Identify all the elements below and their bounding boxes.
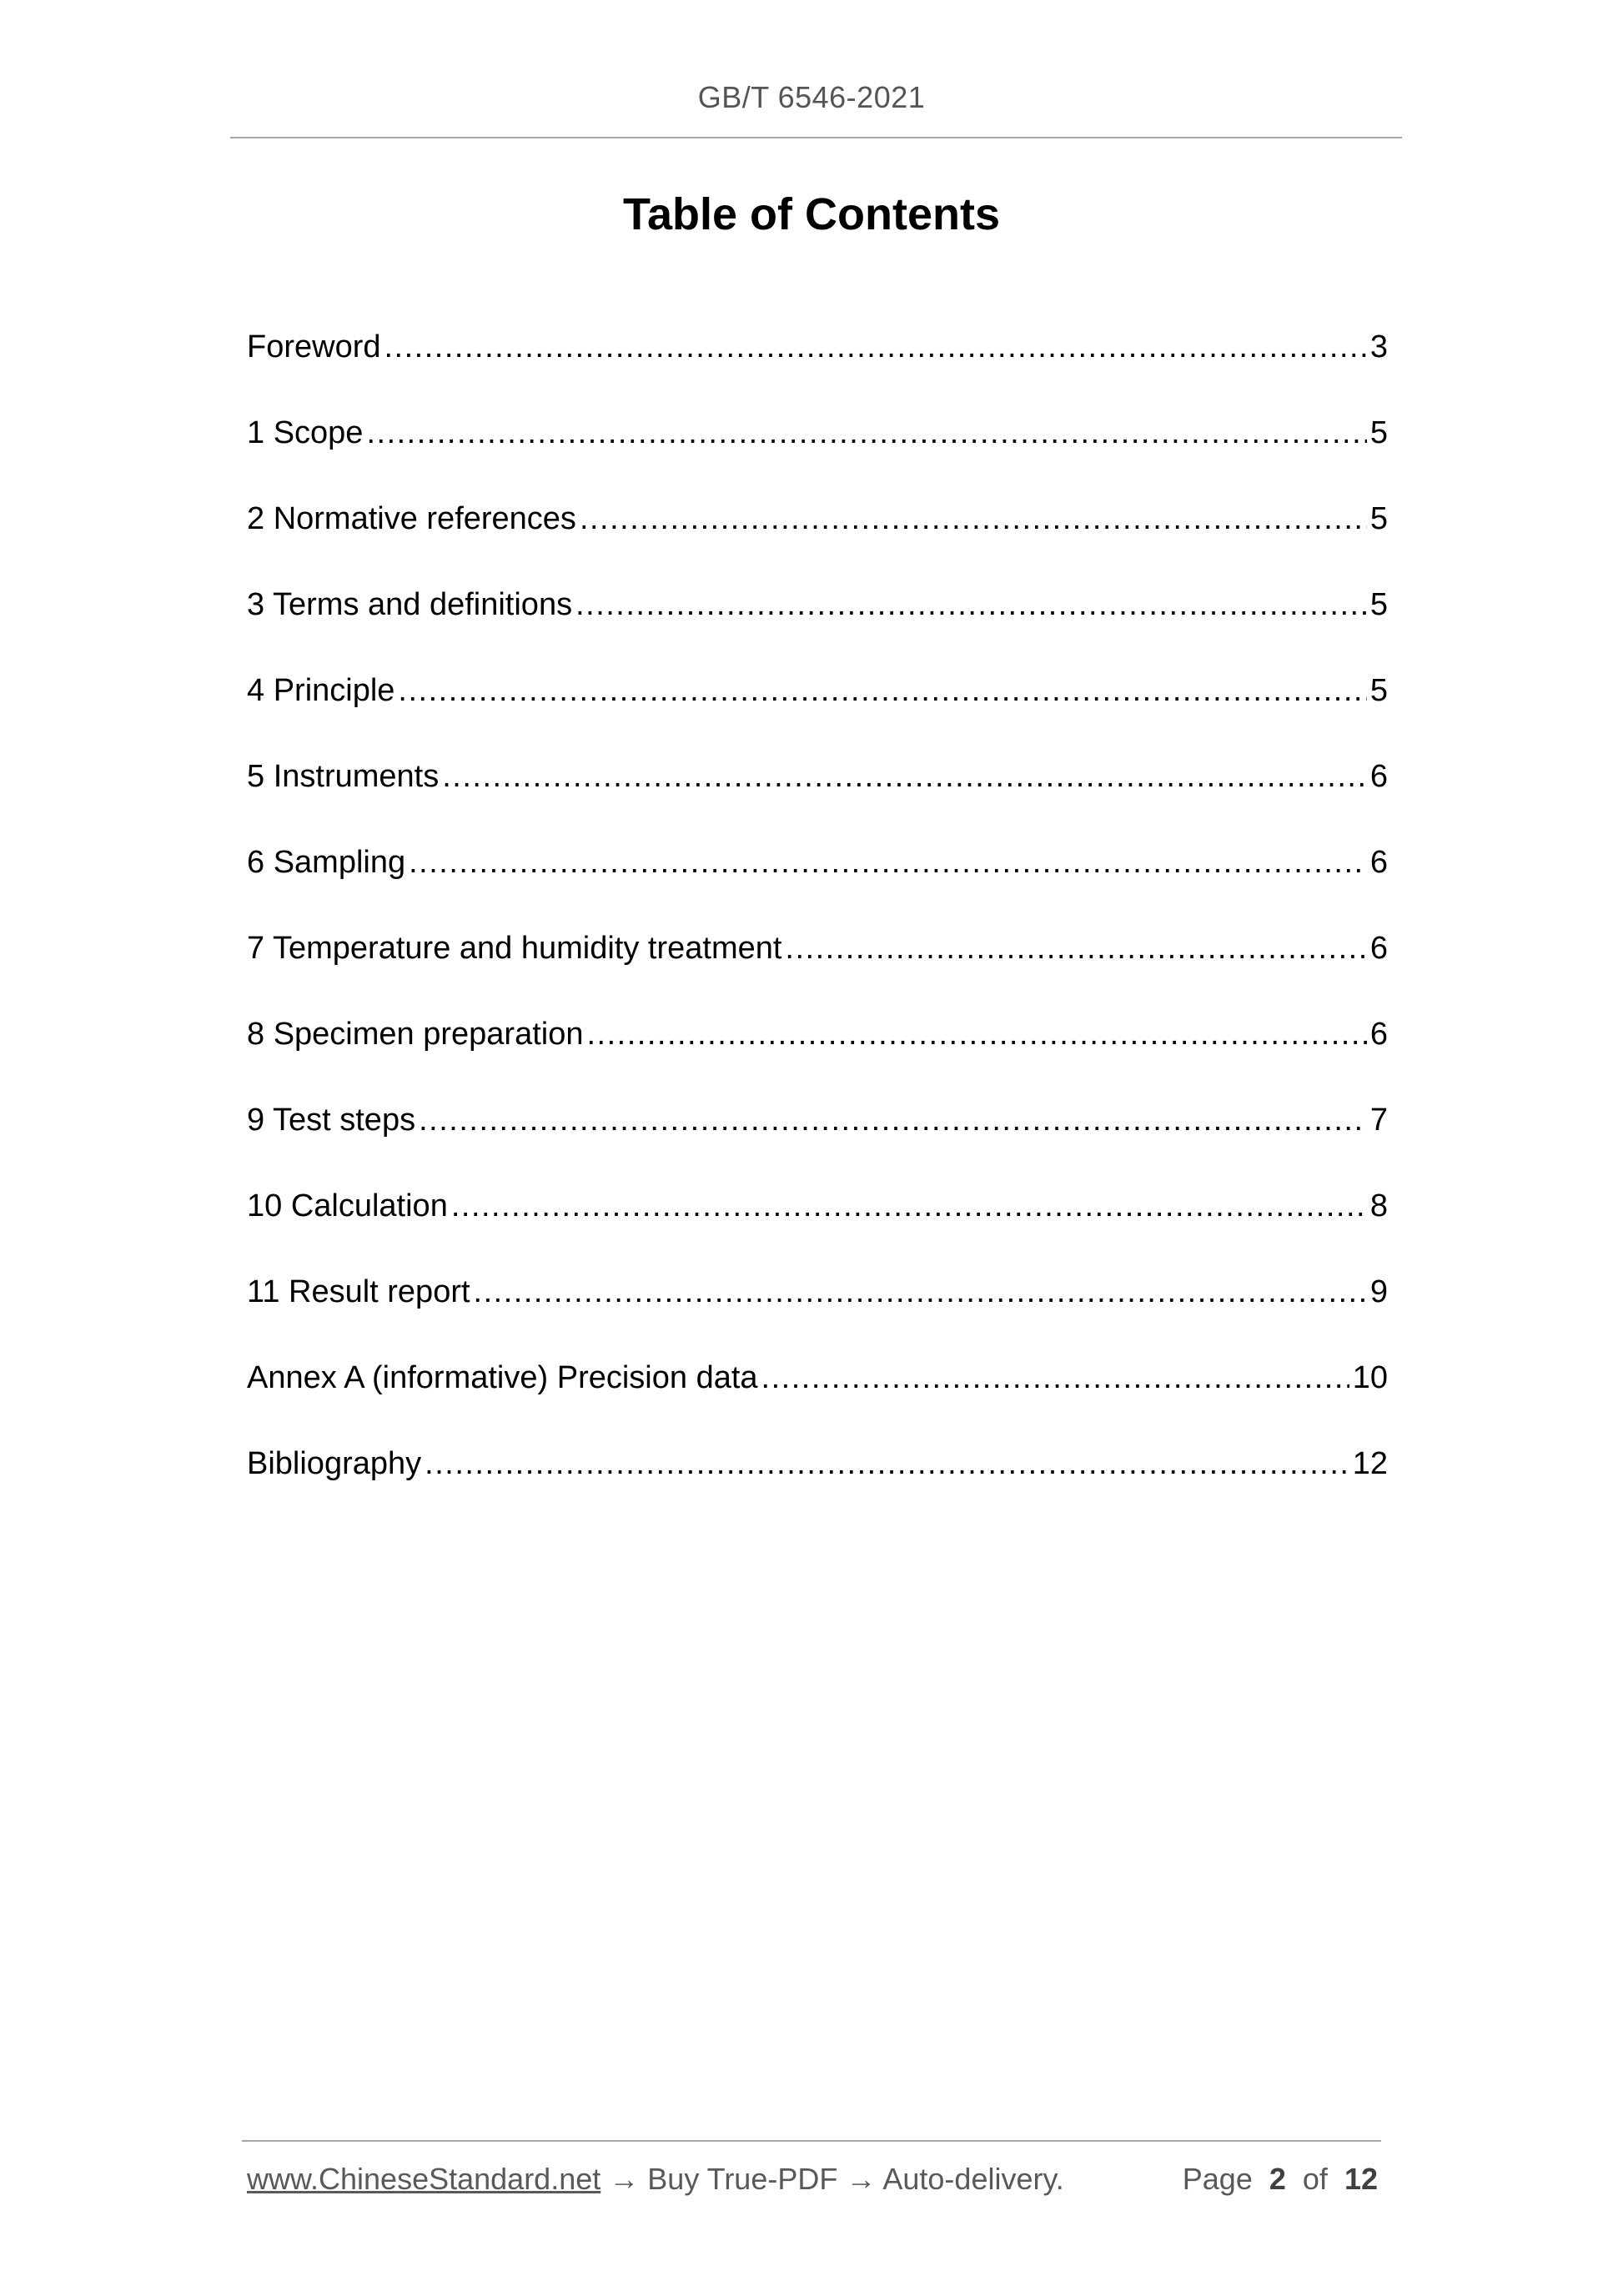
auto-delivery-text: Auto-delivery. (882, 2162, 1064, 2196)
toc-entry-page: 9 (1369, 1274, 1388, 1309)
toc-entry-page: 10 (1352, 1360, 1388, 1395)
page-word: Page (1182, 2162, 1253, 2196)
toc-entry-sampling[interactable] (247, 837, 1388, 922)
dot-leader (425, 1438, 1349, 1490)
toc-entry-page: 6 (1369, 931, 1388, 966)
toc-entry-label: 9 Test steps (247, 1103, 416, 1138)
dot-leader (419, 1094, 1367, 1146)
toc-entry-instruments[interactable] (247, 751, 1388, 837)
toc-entry-page: 6 (1369, 759, 1388, 794)
right-arrow-icon: → (609, 2162, 640, 2196)
toc-entry-label: Bibliography (247, 1446, 422, 1481)
toc-entry-page: 6 (1369, 845, 1388, 880)
toc-entry-page: 8 (1369, 1188, 1388, 1223)
toc-entry-label: 1 Scope (247, 415, 364, 450)
toc-entry-foreword[interactable] (247, 321, 1388, 407)
toc-entry-scope[interactable] (247, 407, 1388, 493)
toc-entry-bibliography[interactable] (247, 1438, 1388, 1524)
toc-entry-label: 10 Calculation (247, 1188, 448, 1223)
footer-divider (242, 2140, 1381, 2142)
toc-entry-page: 5 (1369, 587, 1388, 622)
toc-entry-temperature-humidity[interactable] (247, 922, 1388, 1008)
dot-leader (442, 751, 1367, 802)
toc-entry-specimen-preparation[interactable] (247, 1008, 1388, 1094)
toc-entry-principle[interactable] (247, 665, 1388, 751)
toc-entry-label: 7 Temperature and humidity treatment (247, 931, 782, 966)
table-of-contents (247, 321, 1388, 1524)
toc-entry-label: Foreword (247, 329, 381, 364)
toc-entry-label: 4 Principle (247, 673, 395, 708)
toc-entry-calculation[interactable] (247, 1180, 1388, 1266)
dot-leader (409, 837, 1367, 888)
dot-leader (384, 321, 1367, 373)
toc-entry-label: 11 Result report (247, 1274, 470, 1309)
toc-entry-label: 8 Specimen preparation (247, 1017, 584, 1052)
header-divider (230, 137, 1402, 138)
toc-entry-page: 6 (1369, 1017, 1388, 1052)
toc-entry-label: 5 Instruments (247, 759, 440, 794)
toc-entry-page: 12 (1352, 1446, 1388, 1481)
toc-entry-page: 5 (1369, 415, 1388, 450)
toc-entry-page: 7 (1369, 1103, 1388, 1138)
footer-promo (247, 2158, 1064, 2200)
document-code-header: GB/T 6546-2021 (697, 80, 926, 114)
dot-leader (366, 407, 1366, 459)
dot-leader (575, 579, 1367, 631)
buy-true-pdf-text: Buy True-PDF (647, 2162, 838, 2196)
current-page-number: 2 (1269, 2162, 1286, 2196)
toc-entry-test-steps[interactable] (247, 1094, 1388, 1180)
toc-entry-result-report[interactable] (247, 1266, 1388, 1352)
page-number-indicator (1183, 2158, 1378, 2200)
toc-entry-page: 5 (1369, 501, 1388, 536)
right-arrow-icon: → (846, 2162, 877, 2196)
dot-leader (761, 1352, 1349, 1404)
toc-entry-label: Annex A (informative) Precision data (247, 1360, 758, 1395)
toc-entry-terms-and-definitions[interactable] (247, 579, 1388, 665)
dot-leader (586, 1008, 1366, 1060)
toc-entry-label: 3 Terms and definitions (247, 587, 573, 622)
toc-entry-label: 2 Normative references (247, 501, 576, 536)
toc-entry-annex-a[interactable] (247, 1352, 1388, 1438)
of-word: of (1302, 2162, 1328, 2196)
dot-leader (580, 493, 1367, 545)
dot-leader (785, 922, 1366, 974)
dot-leader (474, 1266, 1367, 1318)
toc-entry-label: 6 Sampling (247, 845, 406, 880)
website-link[interactable]: www.ChineseStandard.net (247, 2162, 601, 2196)
toc-entry-normative-references[interactable] (247, 493, 1388, 579)
page-title: Table of Contents (623, 189, 1000, 239)
total-page-count: 12 (1344, 2162, 1378, 2196)
dot-leader (451, 1180, 1367, 1232)
toc-entry-page: 3 (1369, 329, 1388, 364)
toc-entry-page: 5 (1369, 673, 1388, 708)
dot-leader (398, 665, 1366, 716)
